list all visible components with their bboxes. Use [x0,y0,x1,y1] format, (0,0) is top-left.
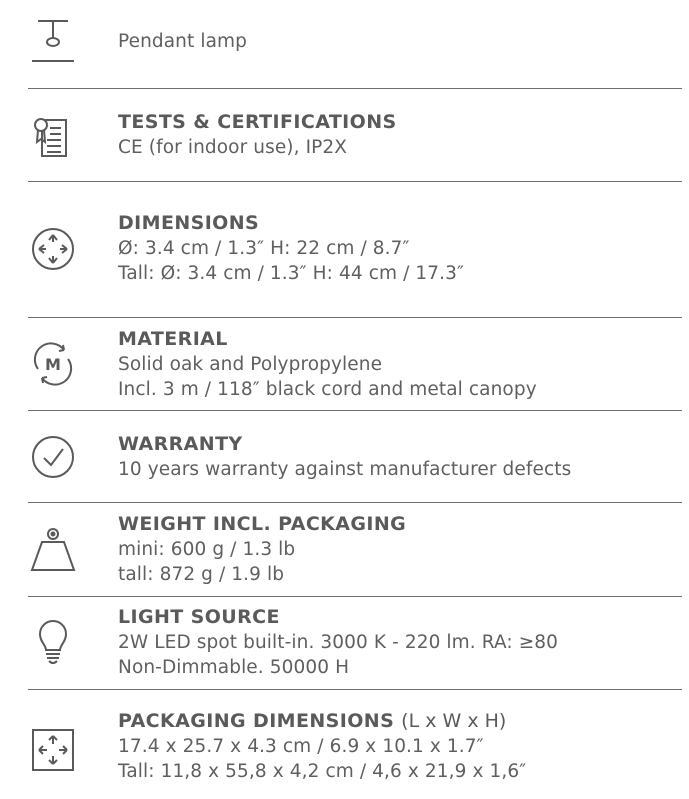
dimensions-arrows-icon [28,224,78,274]
dimensions-line-1: Ø: 3.4 cm / 1.3″ H: 22 cm / 8.7″ [118,238,410,259]
dimensions-line-2: Tall: Ø: 3.4 cm / 1.3″ H: 44 cm / 17.3″ [118,263,464,284]
spec-row-pendant [28,16,682,76]
tests-title: TESTS & CERTIFICATIONS [118,111,397,133]
weight-title: WEIGHT INCL. PACKAGING [118,513,407,535]
divider [28,181,682,182]
material-line-2: Incl. 3 m / 118″ black cord and metal canopy [118,379,537,400]
weight-icon [28,524,78,574]
spec-row-tests [28,110,682,170]
warranty-line: 10 years warranty against manufacturer defects [118,459,572,480]
spec-row-packaging [28,709,682,789]
packaging-title-main: PACKAGING DIMENSIONS [118,710,395,732]
weight-line-1: mini: 600 g / 1.3 lb [118,539,296,560]
divider [28,410,682,411]
material-line-1: Solid oak and Polypropylene [118,354,383,375]
packaging-line-2: Tall: 11,8 x 55,8 x 4,2 cm / 4,6 x 21,9 x 1,6″ [118,761,527,782]
spec-row-material [28,327,682,407]
divider [28,502,682,503]
packaging-title-suffix: (L x W x H) [401,710,507,732]
light-bulb-icon [28,617,78,667]
spec-row-dimensions [28,211,682,291]
spec-row-warranty [28,432,682,492]
packaging-line-1: 17.4 x 25.7 x 4.3 cm / 6.9 x 10.1 x 1.7″ [118,736,484,757]
divider [28,88,682,89]
material-title: MATERIAL [118,328,228,350]
warranty-title: WARRANTY [118,433,243,455]
divider [28,317,682,318]
divider [28,596,682,597]
spec-row-weight [28,512,682,592]
material-cycle-icon [28,339,78,389]
packaging-title [118,709,682,734]
material-icon-letter: M [45,355,61,374]
light-line-1: 2W LED spot built-in. 3000 K - 220 lm. RA: ≥80 [118,632,559,653]
divider [28,689,682,690]
tests-line: CE (for indoor use), IP2X [118,137,348,158]
packaging-box-icon [28,725,78,775]
pendant-lamp-label: Pendant lamp [118,31,247,52]
light-line-2: Non-Dimmable. 50000 H [118,657,350,678]
spec-row-light [28,605,682,685]
certificate-icon [28,112,78,162]
weight-line-2: tall: 872 g / 1.9 lb [118,564,285,585]
light-title: LIGHT SOURCE [118,606,280,628]
checkmark-circle-icon [28,432,78,482]
pendant-lamp-icon [28,16,78,66]
dimensions-title: DIMENSIONS [118,212,260,234]
